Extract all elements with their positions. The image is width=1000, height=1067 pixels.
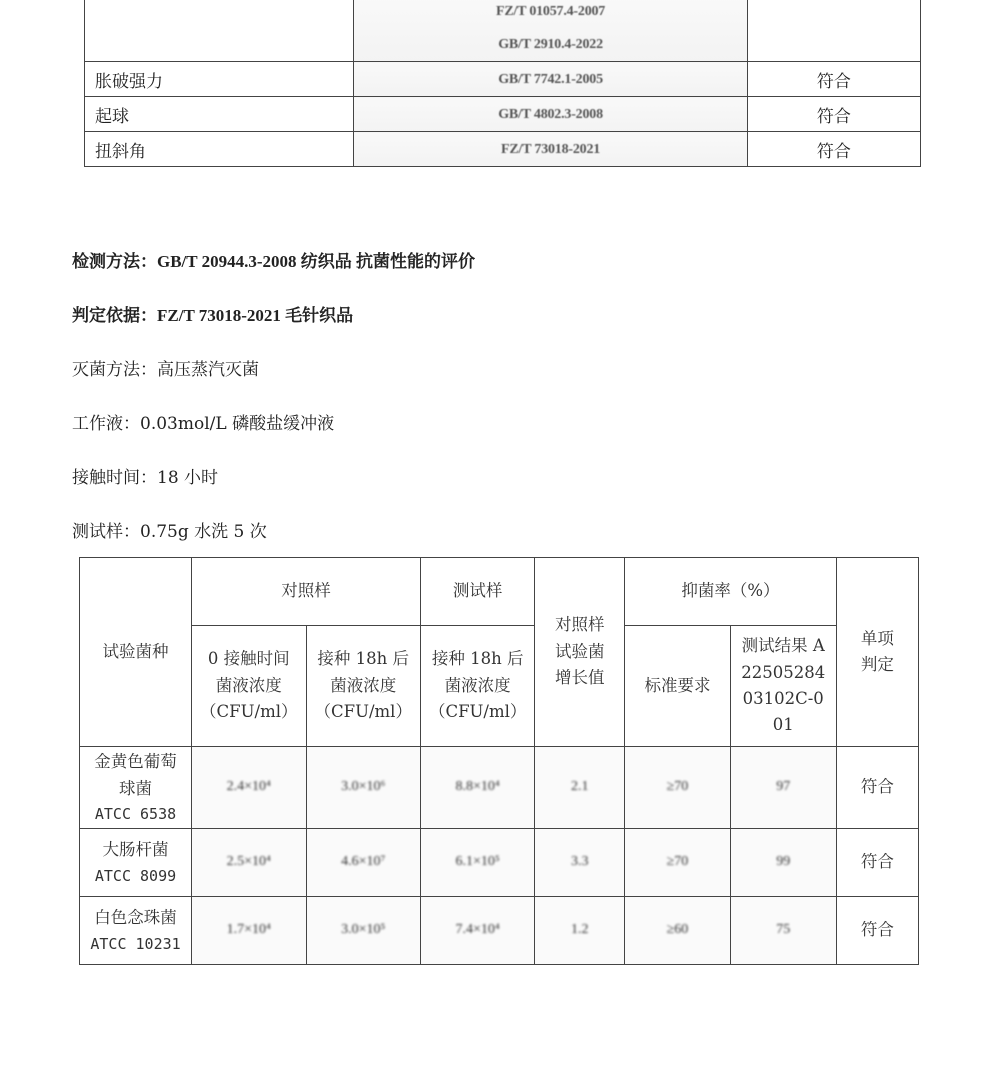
standard-req-header: 标准要求 [625,626,731,747]
value-cell [192,829,306,897]
strain-name: 金黄色葡萄球菌 [94,752,177,798]
test-header: 测试样 [420,558,534,626]
properties-table [84,0,921,167]
standard-text: FZ/T 01057.4-2007 [495,4,606,19]
standard-cell [354,62,747,97]
strain-cell [80,829,192,897]
table-row [85,97,921,132]
value-cell [420,829,534,897]
value-cell [625,897,731,965]
value-cell [306,829,420,897]
table-header-row [80,626,919,747]
test-result-header: 测试结果 A2250528403102C-001 [730,626,836,747]
standard-text: GB/T 2910.4-2022 [498,37,603,52]
inhibition-header: 抑菌率（%） [625,558,836,626]
verdict-cell: 符合 [836,747,918,829]
control-0h-header: 0 接触时间菌液浓度（CFU/ml） [192,626,306,747]
value-cell [535,897,625,965]
value-cell [730,747,836,829]
value-text: 75 [776,922,791,938]
standard-cell [354,97,747,132]
property-name-cell [85,0,354,62]
value-cell [625,747,731,829]
table-row [80,747,919,829]
strain-code: ATCC 10231 [90,934,181,953]
value-cell [730,897,836,965]
standard-text: GB/T 4802.3-2008 [498,106,603,122]
value-text: ≥60 [666,922,689,938]
verdict-cell: 符合 [836,897,918,965]
sterilization-method: 灭菌方法：高压蒸汽灭菌 [72,360,259,380]
standard-text: FZ/T 73018-2021 [501,141,601,157]
table-row [80,897,919,965]
table-row [85,62,921,97]
test-sample: 测试样：0.75g 水洗 5 次 [72,522,267,542]
strain-name: 大肠杆菌 [102,840,169,860]
property-name: 扭斜角 [85,132,354,167]
result-text: 符合 [747,132,920,167]
value-cell [420,897,534,965]
result-text: 符合 [747,97,920,132]
value-text: 1.2 [571,922,589,938]
control-18h-header: 接种 18h 后菌液浓度（CFU/ml） [306,626,420,747]
standard-text: GB/T 7742.1-2005 [498,71,603,87]
value-text: ≥70 [666,854,689,870]
antibacterial-table [79,557,919,965]
result-cell [747,0,920,62]
table-row [85,132,921,167]
value-text: 4.6×10⁷ [341,854,386,870]
strain-header: 试验菌种 [80,558,192,747]
value-text: 99 [776,854,791,870]
value-text: 1.7×10⁴ [226,922,271,938]
value-cell [535,747,625,829]
table-row [80,829,919,897]
value-cell [306,897,420,965]
value-cell [192,747,306,829]
value-cell [730,829,836,897]
strain-cell [80,897,192,965]
value-cell [420,747,534,829]
standard-cell [354,0,747,62]
growth-header: 对照样试验菌增长值 [535,558,625,747]
value-text: 7.4×10⁴ [455,922,500,938]
test-18h-header: 接种 18h 后菌液浓度（CFU/ml） [420,626,534,747]
value-cell [306,747,420,829]
judgment-basis: 判定依据：FZ/T 73018-2021 毛针织品 [72,306,354,325]
table-header-row [80,558,919,626]
value-cell [625,829,731,897]
standard-cell [354,132,747,167]
strain-name: 白色念珠菌 [94,908,177,928]
value-text: ≥70 [666,779,689,795]
verdict-header: 单项判定 [836,558,918,747]
value-text: 2.4×10⁴ [226,779,271,795]
strain-cell [80,747,192,829]
table-row [85,0,921,62]
strain-code: ATCC 8099 [94,866,177,885]
property-name: 起球 [85,97,354,132]
value-cell [192,897,306,965]
property-name: 胀破强力 [85,62,354,97]
contact-time: 接触时间：18 小时 [72,468,219,488]
value-text: 6.1×10⁵ [455,854,500,870]
value-text: 2.5×10⁴ [226,854,271,870]
value-text: 2.1 [571,779,589,795]
test-method: 检测方法：GB/T 20944.3-2008 纺织品 抗菌性能的评价 [72,252,475,271]
result-text: 符合 [747,62,920,97]
value-text: 8.8×10⁴ [455,779,500,795]
value-text: 3.0×10⁶ [341,779,386,795]
strain-code: ATCC 6538 [94,804,177,823]
value-text: 3.3 [571,854,589,870]
value-cell [535,829,625,897]
working-fluid: 工作液：0.03mol/L 磷酸盐缓冲液 [72,414,335,434]
value-text: 97 [776,779,791,795]
control-header: 对照样 [192,558,421,626]
verdict-cell: 符合 [836,829,918,897]
value-text: 3.0×10⁵ [341,922,386,938]
